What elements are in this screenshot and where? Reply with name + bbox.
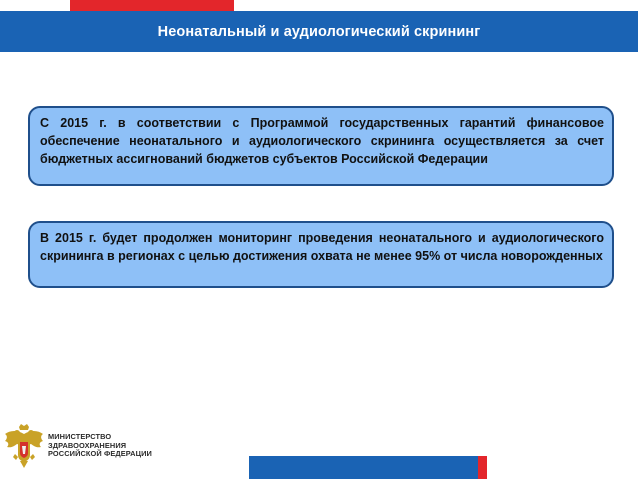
info-box-monitoring-text: В 2015 г. будет продолжен мониторинг проведения неонатального и аудиологического скрининга в регионах с целью достижения охвата не менее 95% от числа новорожденных <box>40 231 604 263</box>
bottom-blue-accent-bar <box>249 456 478 479</box>
slide-title: Неонатальный и аудиологический скрининг <box>157 23 481 40</box>
info-box-monitoring <box>28 221 614 288</box>
info-box-funding-text: С 2015 г. в соответствии с Программой государственных гарантий финансовое обеспечение неонатального и аудиологического скрининга осуществляется за счет бюджетных ассигнований бюджетов субъектов Российской Федерации <box>40 116 604 166</box>
double-headed-eagle-icon <box>4 424 44 468</box>
title-bar <box>0 11 638 52</box>
info-box-funding <box>28 106 614 186</box>
ministry-line-2: ЗДРАВООХРАНЕНИЯ <box>48 440 127 450</box>
top-red-accent-bar <box>70 0 234 11</box>
bottom-red-accent-bar <box>478 456 487 479</box>
ministry-line-1: МИНИСТЕРСТВО <box>48 432 112 442</box>
ministry-line-3: РОССИЙСКОЙ ФЕДЕРАЦИИ <box>48 449 152 459</box>
ministry-name <box>48 433 152 459</box>
ministry-logo <box>4 424 152 468</box>
